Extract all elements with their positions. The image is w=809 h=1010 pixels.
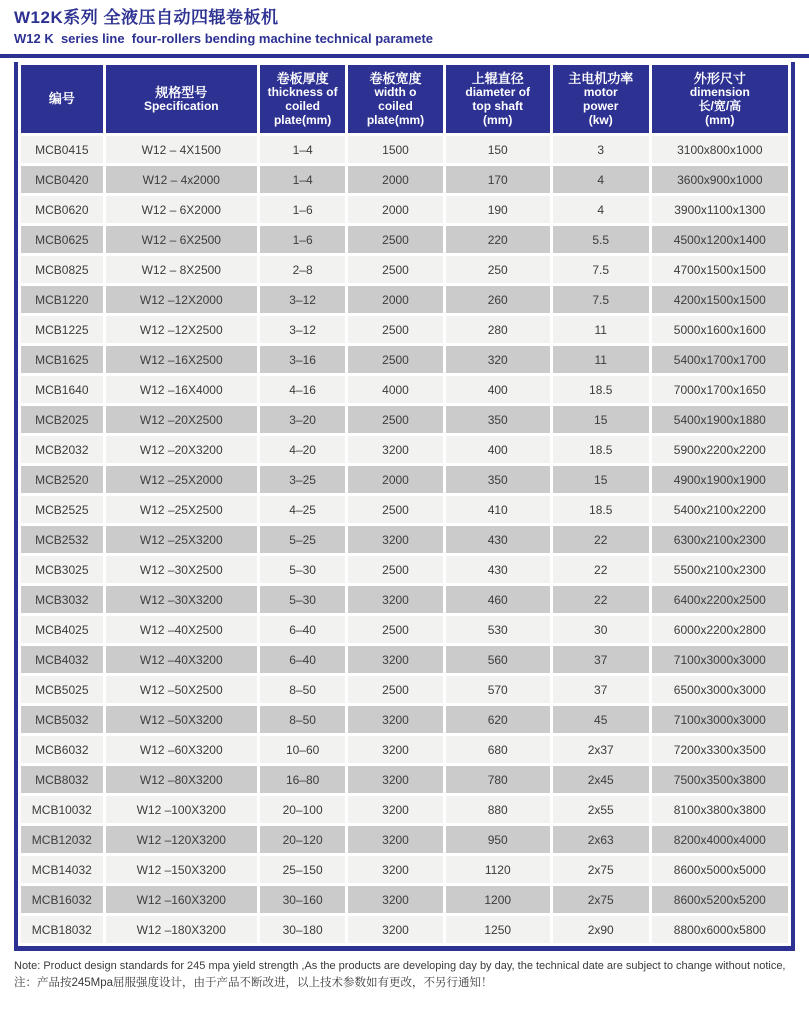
- cell-motor-power: 7.5: [553, 256, 649, 283]
- column-header: 编号: [21, 65, 103, 133]
- cell-dimension: 4900x1900x1900: [652, 466, 788, 493]
- cell-dimension: 5500x2100x2300: [652, 556, 788, 583]
- cell-width: 2000: [348, 166, 442, 193]
- cell-code: MCB2532: [21, 526, 103, 553]
- cell-specification: W12 –100X3200: [106, 796, 257, 823]
- cell-width: 3200: [348, 436, 442, 463]
- table-row: [21, 226, 788, 253]
- cell-top-shaft-diameter: 350: [446, 406, 550, 433]
- cell-width: 3200: [348, 706, 442, 733]
- cell-motor-power: 2x90: [553, 916, 649, 943]
- table-row: [21, 736, 788, 763]
- cell-code: MCB0825: [21, 256, 103, 283]
- cell-dimension: 7100x3000x3000: [652, 646, 788, 673]
- cell-width: 2500: [348, 256, 442, 283]
- cell-motor-power: 2x55: [553, 796, 649, 823]
- cell-dimension: 3100x800x1000: [652, 136, 788, 163]
- cell-top-shaft-diameter: 260: [446, 286, 550, 313]
- cell-thickness: 6–40: [260, 646, 345, 673]
- cell-dimension: 5400x2100x2200: [652, 496, 788, 523]
- cell-specification: W12 –25X2500: [106, 496, 257, 523]
- cell-top-shaft-diameter: 190: [446, 196, 550, 223]
- footnote-zh: 注：产品按245Mpa屈服强度设计，由于产品不断改进，以上技术参数如有更改，不另行通知！: [14, 977, 493, 990]
- cell-thickness: 20–120: [260, 826, 345, 853]
- cell-thickness: 3–20: [260, 406, 345, 433]
- cell-width: 2500: [348, 226, 442, 253]
- cell-dimension: 6000x2200x2800: [652, 616, 788, 643]
- cell-specification: W12 –30X3200: [106, 586, 257, 613]
- cell-dimension: 8600x5000x5000: [652, 856, 788, 883]
- cell-motor-power: 22: [553, 586, 649, 613]
- cell-top-shaft-diameter: 1200: [446, 886, 550, 913]
- cell-thickness: 4–20: [260, 436, 345, 463]
- cell-top-shaft-diameter: 680: [446, 736, 550, 763]
- cell-motor-power: 15: [553, 466, 649, 493]
- cell-dimension: 5000x1600x1600: [652, 316, 788, 343]
- table-row: [21, 136, 788, 163]
- cell-width: 3200: [348, 916, 442, 943]
- cell-top-shaft-diameter: 1120: [446, 856, 550, 883]
- table-row: [21, 856, 788, 883]
- cell-motor-power: 18.5: [553, 496, 649, 523]
- cell-top-shaft-diameter: 560: [446, 646, 550, 673]
- table-body: [21, 136, 788, 943]
- cell-width: 2000: [348, 286, 442, 313]
- cell-thickness: 6–40: [260, 616, 345, 643]
- cell-width: 3200: [348, 856, 442, 883]
- table-row: [21, 406, 788, 433]
- cell-specification: W12 – 6X2500: [106, 226, 257, 253]
- cell-top-shaft-diameter: 530: [446, 616, 550, 643]
- cell-top-shaft-diameter: 220: [446, 226, 550, 253]
- cell-specification: W12 –50X3200: [106, 706, 257, 733]
- column-header: 卷板厚度 thickness of coiled plate(mm): [260, 65, 345, 133]
- cell-width: 3200: [348, 796, 442, 823]
- cell-code: MCB1220: [21, 286, 103, 313]
- cell-code: MCB4025: [21, 616, 103, 643]
- cell-dimension: 8100x3800x3800: [652, 796, 788, 823]
- cell-code: MCB2520: [21, 466, 103, 493]
- cell-dimension: 5400x1900x1880: [652, 406, 788, 433]
- cell-motor-power: 18.5: [553, 436, 649, 463]
- cell-width: 3200: [348, 766, 442, 793]
- cell-top-shaft-diameter: 400: [446, 376, 550, 403]
- cell-dimension: 8600x5200x5200: [652, 886, 788, 913]
- cell-motor-power: 7.5: [553, 286, 649, 313]
- cell-width: 2500: [348, 406, 442, 433]
- cell-thickness: 25–150: [260, 856, 345, 883]
- cell-code: MCB4032: [21, 646, 103, 673]
- cell-width: 3200: [348, 736, 442, 763]
- cell-code: MCB6032: [21, 736, 103, 763]
- column-header: 外形尺寸 dimension 长/宽/高 (mm): [652, 65, 788, 133]
- table-row: [21, 256, 788, 283]
- cell-specification: W12 – 4X1500: [106, 136, 257, 163]
- cell-top-shaft-diameter: 1250: [446, 916, 550, 943]
- page-title: W12K系列 全液压自动四辊卷板机: [14, 8, 279, 27]
- cell-code: MCB14032: [21, 856, 103, 883]
- cell-thickness: 4–25: [260, 496, 345, 523]
- cell-motor-power: 2x75: [553, 856, 649, 883]
- table-row: [21, 496, 788, 523]
- cell-code: MCB1640: [21, 376, 103, 403]
- cell-dimension: 3600x900x1000: [652, 166, 788, 193]
- cell-top-shaft-diameter: 400: [446, 436, 550, 463]
- cell-thickness: 1–4: [260, 166, 345, 193]
- cell-dimension: 4700x1500x1500: [652, 256, 788, 283]
- cell-top-shaft-diameter: 320: [446, 346, 550, 373]
- cell-motor-power: 4: [553, 196, 649, 223]
- cell-specification: W12 – 4x2000: [106, 166, 257, 193]
- cell-thickness: 1–4: [260, 136, 345, 163]
- table-row: [21, 346, 788, 373]
- cell-motor-power: 2x37: [553, 736, 649, 763]
- cell-code: MCB12032: [21, 826, 103, 853]
- cell-code: MCB3025: [21, 556, 103, 583]
- cell-dimension: 7100x3000x3000: [652, 706, 788, 733]
- cell-dimension: 7200x3300x3500: [652, 736, 788, 763]
- cell-dimension: 3900x1100x1300: [652, 196, 788, 223]
- cell-motor-power: 22: [553, 526, 649, 553]
- cell-top-shaft-diameter: 620: [446, 706, 550, 733]
- cell-code: MCB10032: [21, 796, 103, 823]
- cell-top-shaft-diameter: 570: [446, 676, 550, 703]
- cell-specification: W12 –120X3200: [106, 826, 257, 853]
- cell-thickness: 5–30: [260, 586, 345, 613]
- cell-specification: W12 –80X3200: [106, 766, 257, 793]
- cell-thickness: 1–6: [260, 196, 345, 223]
- table-row: [21, 616, 788, 643]
- cell-code: MCB8032: [21, 766, 103, 793]
- cell-dimension: 4200x1500x1500: [652, 286, 788, 313]
- cell-motor-power: 22: [553, 556, 649, 583]
- cell-top-shaft-diameter: 950: [446, 826, 550, 853]
- cell-dimension: 6400x2200x2500: [652, 586, 788, 613]
- cell-thickness: 30–160: [260, 886, 345, 913]
- cell-specification: W12 –12X2500: [106, 316, 257, 343]
- cell-dimension: 5900x2200x2200: [652, 436, 788, 463]
- cell-width: 3200: [348, 646, 442, 673]
- cell-specification: W12 –40X3200: [106, 646, 257, 673]
- cell-motor-power: 11: [553, 346, 649, 373]
- cell-specification: W12 –60X3200: [106, 736, 257, 763]
- table-row: [21, 286, 788, 313]
- cell-specification: W12 – 8X2500: [106, 256, 257, 283]
- table-row: [21, 766, 788, 793]
- cell-width: 2500: [348, 496, 442, 523]
- cell-code: MCB16032: [21, 886, 103, 913]
- cell-code: MCB5032: [21, 706, 103, 733]
- cell-width: 1500: [348, 136, 442, 163]
- cell-specification: W12 –180X3200: [106, 916, 257, 943]
- cell-code: MCB2525: [21, 496, 103, 523]
- cell-thickness: 5–25: [260, 526, 345, 553]
- cell-thickness: 3–25: [260, 466, 345, 493]
- spec-table-frame: [14, 62, 795, 951]
- table-row: [21, 376, 788, 403]
- cell-width: 2500: [348, 616, 442, 643]
- cell-specification: W12 –20X3200: [106, 436, 257, 463]
- cell-thickness: 30–180: [260, 916, 345, 943]
- cell-specification: W12 –40X2500: [106, 616, 257, 643]
- spec-table: [18, 62, 791, 946]
- cell-thickness: 2–8: [260, 256, 345, 283]
- cell-dimension: 8200x4000x4000: [652, 826, 788, 853]
- cell-top-shaft-diameter: 460: [446, 586, 550, 613]
- cell-specification: W12 –20X2500: [106, 406, 257, 433]
- cell-thickness: 8–50: [260, 706, 345, 733]
- cell-code: MCB0620: [21, 196, 103, 223]
- column-header: 卷板宽度 width o coiled plate(mm): [348, 65, 442, 133]
- cell-specification: W12 –16X2500: [106, 346, 257, 373]
- cell-width: 4000: [348, 376, 442, 403]
- cell-specification: W12 –30X2500: [106, 556, 257, 583]
- cell-motor-power: 11: [553, 316, 649, 343]
- cell-motor-power: 2x45: [553, 766, 649, 793]
- cell-top-shaft-diameter: 150: [446, 136, 550, 163]
- cell-thickness: 3–12: [260, 286, 345, 313]
- cell-motor-power: 15: [553, 406, 649, 433]
- cell-specification: W12 –50X2500: [106, 676, 257, 703]
- cell-thickness: 3–12: [260, 316, 345, 343]
- cell-dimension: 7000x1700x1650: [652, 376, 788, 403]
- cell-width: 3200: [348, 586, 442, 613]
- cell-motor-power: 37: [553, 676, 649, 703]
- cell-motor-power: 37: [553, 646, 649, 673]
- column-header: 上辊直径 diameter of top shaft (mm): [446, 65, 550, 133]
- cell-width: 2500: [348, 556, 442, 583]
- cell-width: 2000: [348, 196, 442, 223]
- cell-dimension: 4500x1200x1400: [652, 226, 788, 253]
- table-row: [21, 556, 788, 583]
- cell-code: MCB1625: [21, 346, 103, 373]
- cell-code: MCB1225: [21, 316, 103, 343]
- cell-motor-power: 45: [553, 706, 649, 733]
- cell-width: 2500: [348, 316, 442, 343]
- cell-top-shaft-diameter: 280: [446, 316, 550, 343]
- table-row: [21, 526, 788, 553]
- footnote-en: Note: Product design standards for 245 mpa yield strength ,As the products are developing day by day, the technical date are subject to change without notice,: [14, 960, 786, 973]
- cell-code: MCB3032: [21, 586, 103, 613]
- table-row: [21, 916, 788, 943]
- footnote-block: [0, 951, 809, 991]
- page-subtitle: W12 K series line four-rollers bending machine technical paramete: [14, 31, 434, 47]
- table-row: [21, 466, 788, 493]
- cell-dimension: 6300x2100x2300: [652, 526, 788, 553]
- cell-specification: W12 –16X4000: [106, 376, 257, 403]
- cell-thickness: 8–50: [260, 676, 345, 703]
- cell-specification: W12 – 6X2000: [106, 196, 257, 223]
- divider-rule: [0, 54, 809, 58]
- cell-thickness: 5–30: [260, 556, 345, 583]
- cell-specification: W12 –160X3200: [106, 886, 257, 913]
- cell-thickness: 1–6: [260, 226, 345, 253]
- cell-width: 2000: [348, 466, 442, 493]
- column-header: 规格型号 Specification: [106, 65, 257, 133]
- cell-width: 3200: [348, 886, 442, 913]
- cell-top-shaft-diameter: 250: [446, 256, 550, 283]
- cell-specification: W12 –150X3200: [106, 856, 257, 883]
- table-row: [21, 796, 788, 823]
- cell-motor-power: 3: [553, 136, 649, 163]
- cell-top-shaft-diameter: 410: [446, 496, 550, 523]
- cell-top-shaft-diameter: 880: [446, 796, 550, 823]
- cell-code: MCB5025: [21, 676, 103, 703]
- table-row: [21, 886, 788, 913]
- cell-width: 3200: [348, 526, 442, 553]
- table-row: [21, 436, 788, 463]
- table-row: [21, 646, 788, 673]
- cell-dimension: 8800x6000x5800: [652, 916, 788, 943]
- cell-specification: W12 –25X2000: [106, 466, 257, 493]
- cell-top-shaft-diameter: 430: [446, 526, 550, 553]
- cell-top-shaft-diameter: 170: [446, 166, 550, 193]
- cell-top-shaft-diameter: 780: [446, 766, 550, 793]
- cell-specification: W12 –12X2000: [106, 286, 257, 313]
- cell-motor-power: 2x75: [553, 886, 649, 913]
- cell-dimension: 6500x3000x3000: [652, 676, 788, 703]
- header-row: [21, 65, 788, 133]
- cell-code: MCB0415: [21, 136, 103, 163]
- table-row: [21, 826, 788, 853]
- cell-dimension: 5400x1700x1700: [652, 346, 788, 373]
- cell-dimension: 7500x3500x3800: [652, 766, 788, 793]
- table-row: [21, 196, 788, 223]
- cell-thickness: 3–16: [260, 346, 345, 373]
- table-row: [21, 676, 788, 703]
- cell-width: 3200: [348, 826, 442, 853]
- cell-code: MCB2025: [21, 406, 103, 433]
- table-row: [21, 166, 788, 193]
- cell-motor-power: 4: [553, 166, 649, 193]
- cell-thickness: 20–100: [260, 796, 345, 823]
- cell-width: 2500: [348, 676, 442, 703]
- cell-thickness: 16–80: [260, 766, 345, 793]
- cell-motor-power: 5.5: [553, 226, 649, 253]
- cell-thickness: 4–16: [260, 376, 345, 403]
- cell-top-shaft-diameter: 350: [446, 466, 550, 493]
- table-row: [21, 586, 788, 613]
- cell-code: MCB2032: [21, 436, 103, 463]
- cell-motor-power: 30: [553, 616, 649, 643]
- cell-specification: W12 –25X3200: [106, 526, 257, 553]
- column-header: 主电机功率 motor power (kw): [553, 65, 649, 133]
- cell-top-shaft-diameter: 430: [446, 556, 550, 583]
- table-row: [21, 706, 788, 733]
- header-block: [0, 0, 809, 46]
- cell-code: MCB0625: [21, 226, 103, 253]
- table-row: [21, 316, 788, 343]
- cell-motor-power: 2x63: [553, 826, 649, 853]
- cell-width: 2500: [348, 346, 442, 373]
- cell-code: MCB18032: [21, 916, 103, 943]
- cell-motor-power: 18.5: [553, 376, 649, 403]
- cell-thickness: 10–60: [260, 736, 345, 763]
- cell-code: MCB0420: [21, 166, 103, 193]
